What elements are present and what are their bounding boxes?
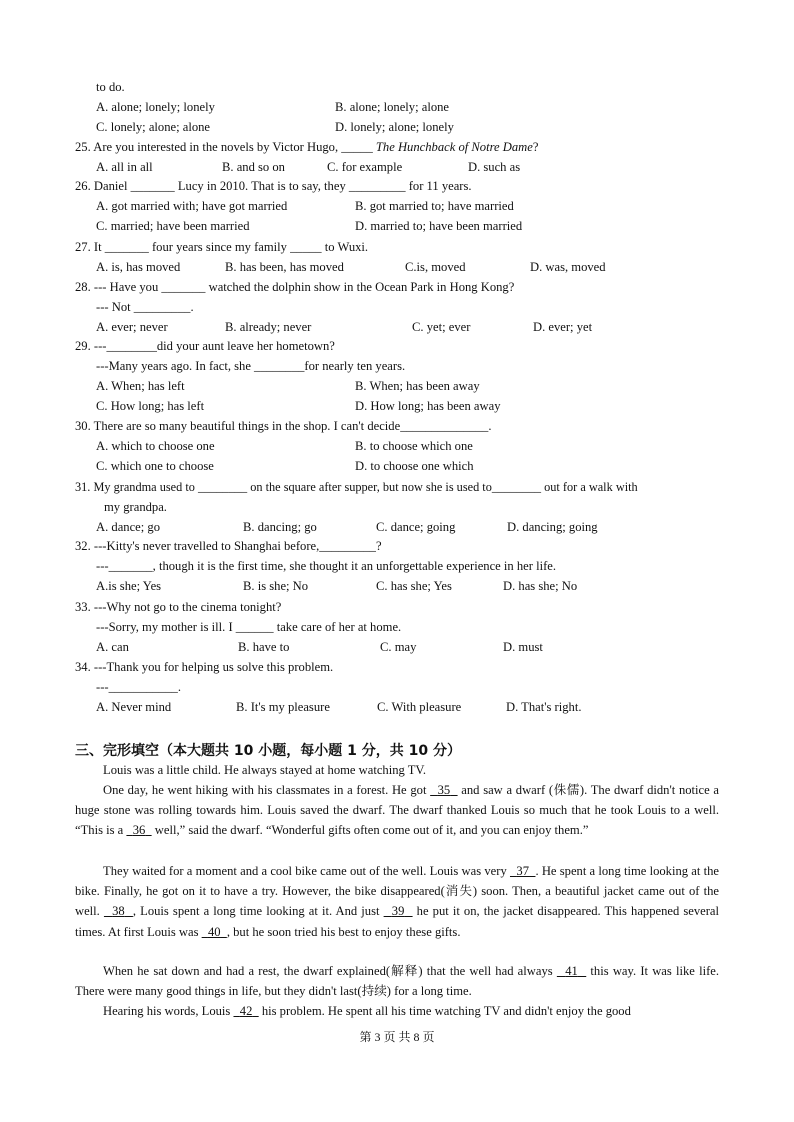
q24-option-d: D. lonely; alone; lonely bbox=[335, 120, 454, 134]
passage-text: this way. It was like life. There were many good things in life, but they didn't last(持续) for a long time. bbox=[75, 964, 719, 999]
q29-option-a: A. When; has left bbox=[96, 379, 185, 393]
q32-option-d: D. has she; No bbox=[503, 579, 578, 593]
q25-book-title: The Hunchback of Notre Dame bbox=[375, 140, 533, 154]
q30-option-c: C. which one to choose bbox=[96, 459, 214, 473]
q29-stem bbox=[75, 338, 335, 354]
q32-number: 32. bbox=[75, 539, 91, 553]
passage-paragraph-4 bbox=[75, 961, 719, 1001]
q30-option-d: D. to choose one which bbox=[355, 459, 474, 473]
q32-stem bbox=[75, 538, 382, 554]
q34-option-a: A. Never mind bbox=[96, 700, 172, 714]
q25-option-c: C. for example bbox=[327, 160, 403, 174]
q34-stem-2: ---___________. bbox=[96, 680, 181, 694]
q26-option-b: B. got married to; have married bbox=[355, 199, 514, 213]
passage-text: One day, he went hiking with his classmates in a forest. He got bbox=[103, 783, 431, 797]
q25-blank: _____ bbox=[341, 140, 373, 154]
q29-stem-text: ---________did your aunt leave her hometown? bbox=[93, 339, 335, 353]
q25-question-mark: ? bbox=[532, 140, 539, 154]
q32-option-a: A.is she; Yes bbox=[96, 579, 162, 593]
q28-option-a: A. ever; never bbox=[96, 320, 168, 334]
passage-text: his problem. He spent all his time watching TV and didn't enjoy the good bbox=[258, 1004, 631, 1018]
q32-option-c: C. has she; Yes bbox=[376, 579, 452, 593]
q28-stem-text: --- Have you _______ watched the dolphin show in the Ocean Park in Hong Kong? bbox=[93, 280, 515, 294]
q28-option-c: C. yet; ever bbox=[412, 320, 471, 334]
q29-stem-2: ---Many years ago. In fact, she ________for nearly ten years. bbox=[96, 359, 406, 373]
q26-number: 26. bbox=[75, 179, 91, 193]
passage-text: Hearing his words, Louis bbox=[103, 1004, 234, 1018]
q31-option-c: C. dance; going bbox=[376, 520, 456, 534]
q32-stem-2: ---_______, though it is the first time, she thought it an unforgettable experience in her life. bbox=[96, 559, 557, 573]
q34-option-d: D. That's right. bbox=[506, 700, 582, 714]
q33-option-b: B. have to bbox=[238, 640, 290, 654]
passage-text: , but he soon tried his best to enjoy these gifts. bbox=[226, 924, 461, 939]
q24-option-c: C. lonely; alone; alone bbox=[96, 120, 211, 134]
q31-stem-2: my grandpa. bbox=[104, 500, 167, 514]
blank-35: 35 bbox=[437, 783, 451, 797]
q33-option-c: C. may bbox=[380, 640, 417, 654]
q30-stem bbox=[75, 418, 492, 434]
q28-stem bbox=[75, 279, 514, 295]
passage-paragraph-2 bbox=[75, 780, 719, 841]
q27-stem-text: It _______ four years since my family _____ to Wuxi. bbox=[93, 240, 369, 254]
blank-41: 41 bbox=[565, 964, 578, 978]
q29-option-b: B. When; has been away bbox=[355, 379, 480, 393]
passage-text: When he sat down and had a rest, the dwarf explained(解释) that the well had always bbox=[103, 964, 557, 978]
q27-option-a: A. is, has moved bbox=[96, 260, 181, 274]
passage-paragraph-3 bbox=[75, 861, 719, 942]
q26-option-c: C. married; have been married bbox=[96, 219, 250, 233]
q28-number: 28. bbox=[75, 280, 91, 294]
q25-stem bbox=[75, 139, 538, 155]
passage-text: , Louis spent a long time looking at it. And just bbox=[132, 904, 384, 919]
passage-text: well,” said the dwarf. “Wonderful gifts often come out of it, and you can enjoy them.” bbox=[151, 823, 589, 838]
q32-stem-text: ---Kitty's never travelled to Shanghai before,_________? bbox=[93, 539, 382, 553]
q34-stem-text: ---Thank you for helping us solve this problem. bbox=[93, 660, 334, 674]
q29-option-c: C. How long; has left bbox=[96, 399, 205, 413]
q34-stem bbox=[75, 659, 333, 675]
q25-number: 25. bbox=[75, 140, 91, 154]
q26-option-d: D. married to; have been married bbox=[355, 219, 523, 233]
q26-stem bbox=[75, 178, 472, 194]
blank-37: 37 bbox=[516, 864, 530, 878]
q28-stem-2: --- Not _________. bbox=[96, 300, 194, 314]
q27-option-b: B. has been, has moved bbox=[225, 260, 344, 274]
q27-stem bbox=[75, 239, 368, 255]
q30-number: 30. bbox=[75, 419, 91, 433]
passage-paragraph-5 bbox=[75, 1001, 719, 1021]
q31-option-b: B. dancing; go bbox=[243, 520, 317, 534]
q26-stem-text: Daniel _______ Lucy in 2010. That is to say, they _________ for 11 years. bbox=[93, 179, 472, 193]
q31-option-d: D. dancing; going bbox=[507, 520, 598, 534]
blank-40: 40 bbox=[207, 924, 221, 939]
passage-text: . He spent a long time looking at the bike. Finally, he got on it to have a try. However, the bike disappeared(消失) soon. Then, a beautiful jacket came out of the well. bbox=[75, 864, 719, 919]
q31-stem-text: My grandma used to ________ on the square after supper, but now she is used to________ out for a walk with bbox=[93, 480, 638, 494]
q28-option-b: B. already; never bbox=[225, 320, 312, 334]
q27-option-d: D. was, moved bbox=[530, 260, 606, 274]
q34-option-b: B. It's my pleasure bbox=[236, 700, 330, 714]
q30-option-b: B. to choose which one bbox=[355, 439, 473, 453]
q33-option-a: A. can bbox=[96, 640, 129, 654]
q24-option-b: B. alone; lonely; alone bbox=[335, 100, 450, 114]
blank-42: 42 bbox=[239, 1004, 253, 1018]
passage-paragraph-1: Louis was a little child. He always stayed at home watching TV. bbox=[103, 763, 427, 777]
q31-option-a: A. dance; go bbox=[96, 520, 160, 534]
page-footer: 第 3 页 共 8 页 bbox=[359, 1030, 435, 1044]
section-title: 三、完形填空（本大题共 10 小题，每小题 1 分，共 10 分） bbox=[75, 743, 461, 759]
q33-stem-text: ---Why not go to the cinema tonight? bbox=[93, 600, 282, 614]
q31-number: 31. bbox=[75, 480, 91, 494]
q27-option-c: C.is, moved bbox=[405, 260, 466, 274]
q25-option-b: B. and so on bbox=[222, 160, 285, 174]
q33-stem-2: ---Sorry, my mother is ill. I ______ take care of her at home. bbox=[96, 620, 402, 634]
q34-option-c: C. With pleasure bbox=[377, 700, 462, 714]
q32-option-b: B. is she; No bbox=[243, 579, 309, 593]
q30-option-a: A. which to choose one bbox=[96, 439, 215, 453]
q29-number: 29. bbox=[75, 339, 91, 353]
blank-36: 36 bbox=[132, 823, 146, 838]
q27-number: 27. bbox=[75, 240, 91, 254]
passage-text: They waited for a moment and a cool bike came out of the well. Louis was very bbox=[103, 864, 510, 878]
q30-stem-text: There are so many beautiful things in the shop. I can't decide______________. bbox=[93, 419, 492, 433]
blank-38: 38 bbox=[112, 904, 125, 919]
q26-option-a: A. got married with; have got married bbox=[96, 199, 288, 213]
q25-stem-text: Are you interested in the novels by Victor Hugo, bbox=[93, 140, 342, 154]
q28-option-d: D. ever; yet bbox=[533, 320, 593, 334]
q31-stem bbox=[75, 479, 638, 495]
blank-39: 39 bbox=[391, 904, 405, 919]
q25-option-a: A. all in all bbox=[96, 160, 153, 174]
q24-option-a: A. alone; lonely; lonely bbox=[96, 100, 215, 114]
passage-text: he put it on, the jacket disappeared. This happened several times. At first Louis was bbox=[75, 904, 720, 939]
q33-option-d: D. must bbox=[503, 640, 543, 654]
passage-text: and saw a dwarf (侏儒). The dwarf didn't notice a huge stone was rolling towards him. Louis saved the dwarf. The dwarf thanked Louis so much that he took Louis to a well. “This is a bbox=[75, 783, 720, 838]
q25-option-d: D. such as bbox=[468, 160, 521, 174]
q33-number: 33. bbox=[75, 600, 91, 614]
q29-option-d: D. How long; has been away bbox=[355, 399, 501, 413]
q34-number: 34. bbox=[75, 660, 91, 674]
q24-continuation: to do. bbox=[96, 80, 125, 94]
q33-stem bbox=[75, 599, 281, 615]
